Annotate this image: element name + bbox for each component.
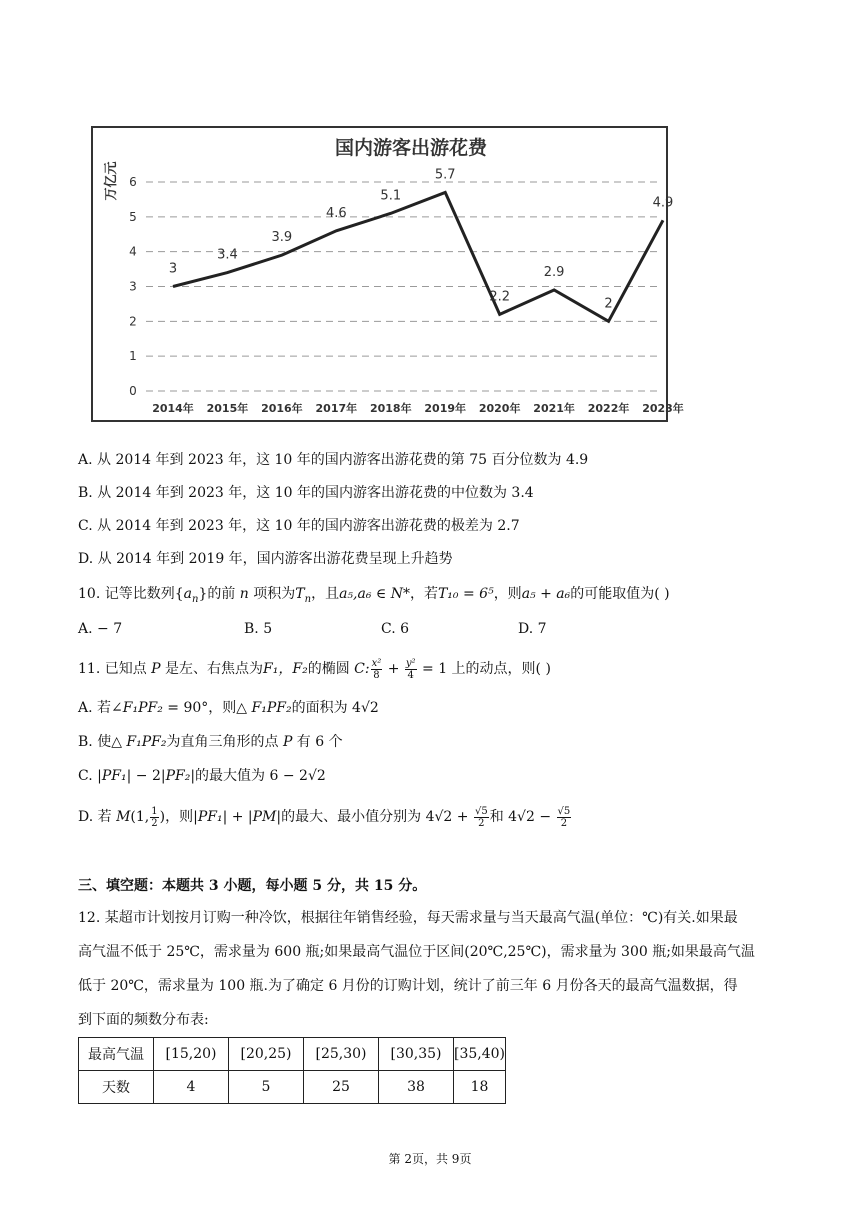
q12-line-3: 低于 20℃，需求量为 100 瓶.为了确定 6 月份的订购计划，统计了前三年 6 月份各天的最高气温数据，得 (78, 978, 738, 994)
q9-option-c: C. 从 2014 年到 2023 年，这 10 年的国内游客出游花费的极差为 2.7 (78, 518, 520, 534)
q12-line-1: 12. 某超市计划按月订购一种冷饮，根据往年销售经验，每天需求量与当天最高气温(单位：℃)有关.如果最 (78, 910, 738, 926)
fraction-sqrt5-2-a: $\frac{√5}{2}$ (474, 805, 488, 829)
data-label: 4.6 (325, 205, 347, 221)
x-tick-label: 2022年 (587, 402, 630, 415)
q12-text (78, 901, 784, 1037)
q11-option-b: B. 使△ F₁PF₂为直角三角形的点 P 有 6 个 (78, 734, 343, 750)
data-label: 3.9 (271, 230, 293, 246)
x-tick-label: 2014年 (152, 402, 194, 415)
table-cell: 5 (229, 1071, 304, 1104)
q10-option-d: D. 7 (518, 621, 547, 637)
line-chart (91, 126, 684, 422)
y-tick-label: 2 (129, 314, 137, 329)
table-header-cell: 最高气温 (79, 1038, 154, 1071)
q10-option-b: B. 5 (244, 621, 273, 637)
table-row (79, 1071, 506, 1104)
q11-option-a: A. 若∠F₁PF₂ = 90°，则△ F₁PF₂的面积为 4√2 (78, 700, 379, 716)
q9-option-a: A. 从 2014 年到 2023 年，这 10 年的国内游客出游花费的第 75 百分位数为 4.9 (78, 452, 589, 468)
data-label: 2 (604, 296, 613, 312)
q10-options (78, 619, 778, 639)
q9-option-d: D. 从 2014 年到 2019 年，国内游客出游花费呈现上升趋势 (78, 551, 453, 567)
data-label: 2.9 (543, 264, 565, 280)
q11-option-d: D. 若 M(1, $\frac{1}{2}$ )，则|PF₁| + |PM|的最大、最小值分别为 4√2 + $\frac{√5}{2}$ 和 4√2 − $\frac{√5}{2}$ (78, 805, 571, 829)
q10-option-c: C. 6 (381, 621, 410, 637)
x-tick-label: 2020年 (478, 402, 521, 415)
frequency-table (78, 1037, 506, 1104)
q12-line-4: 到下面的频数分布表: (78, 1012, 209, 1028)
q9-option-b: B. 从 2014 年到 2023 年，这 10 年的国内游客出游花费的中位数为 3.4 (78, 485, 534, 501)
x-tick-label: 2021年 (533, 402, 575, 415)
q11-stem: 11. 已知点 P 是左、右焦点为F₁，F₂的椭圆 C: $\frac{\text{x²}}{8}$ + $\frac{\text{y²}}{4}$ = 1 上的动点，则( ) (78, 657, 551, 681)
table-cell: 天数 (79, 1071, 154, 1104)
q11-option-c: C. |PF₁| − 2|PF₂|的最大值为 6 − 2√2 (78, 768, 326, 784)
tourism-spending-chart (91, 126, 684, 422)
chart-title: 国内游客出游花费 (334, 137, 488, 159)
y-tick-label: 4 (129, 244, 137, 259)
y-tick-label: 5 (129, 209, 137, 224)
table-header-cell: [25,30) (304, 1038, 379, 1071)
y-axis-label: 万亿元 (104, 161, 119, 201)
data-label: 4.9 (652, 195, 674, 211)
x-tick-label: 2023年 (642, 402, 684, 415)
x-tick-label: 2016年 (261, 402, 303, 415)
data-label: 5.1 (380, 188, 402, 204)
table-header-cell: [15,20) (154, 1038, 229, 1071)
fraction-sqrt5-2-b: $\frac{√5}{2}$ (557, 805, 571, 829)
x-tick-label: 2018年 (369, 402, 412, 415)
x-tick-label: 2017年 (315, 402, 358, 415)
fraction-x2-8: $\frac{\text{x²}}{8}$ (371, 657, 382, 681)
table-cell: 4 (154, 1071, 229, 1104)
data-label: 3 (168, 261, 178, 277)
q12-line-2: 高气温不低于 25℃，需求量为 600 瓶;如果最高气温位于区间(20℃,25℃)，需求量为 300 瓶;如果最高气温 (78, 944, 755, 960)
table-header-cell: [20,25) (229, 1038, 304, 1071)
chart-frame (92, 127, 667, 421)
y-tick-label: 6 (129, 175, 137, 189)
table-cell: 18 (454, 1071, 506, 1104)
q10-stem: 10. 记等比数列$\{a_n\}$的前 n 项积为$T_n$，且a₅,a₆ ∈ N*，若T₁₀ = 6⁵，则a₅ + a₆的可能取值为( ) (78, 586, 670, 605)
x-tick-label: 2019年 (424, 402, 467, 415)
data-label: 3.4 (217, 247, 238, 263)
fraction-y2-4: $\frac{\text{y²}}{4}$ (405, 657, 416, 681)
table-cell: 25 (304, 1071, 379, 1104)
fraction-one-half: $\frac{1}{2}$ (151, 805, 158, 829)
x-tick-label: 2015年 (206, 402, 249, 415)
table-header-cell: [30,35) (379, 1038, 454, 1071)
y-tick-label: 1 (129, 349, 137, 364)
q10-option-a: A. − 7 (78, 621, 123, 637)
y-tick-label: 3 (129, 279, 137, 294)
data-label: 5.7 (434, 167, 456, 183)
page-footer: 第 2页，共 9页 (388, 1152, 472, 1166)
section-heading: 三、填空题：本题共 3 小题，每小题 5 分，共 15 分。 (78, 878, 427, 894)
table-header-cell: [35,40) (454, 1038, 506, 1071)
table-cell: 38 (379, 1071, 454, 1104)
table-row (79, 1038, 506, 1071)
y-tick-label: 0 (129, 384, 137, 398)
data-label: 2.2 (489, 289, 511, 305)
